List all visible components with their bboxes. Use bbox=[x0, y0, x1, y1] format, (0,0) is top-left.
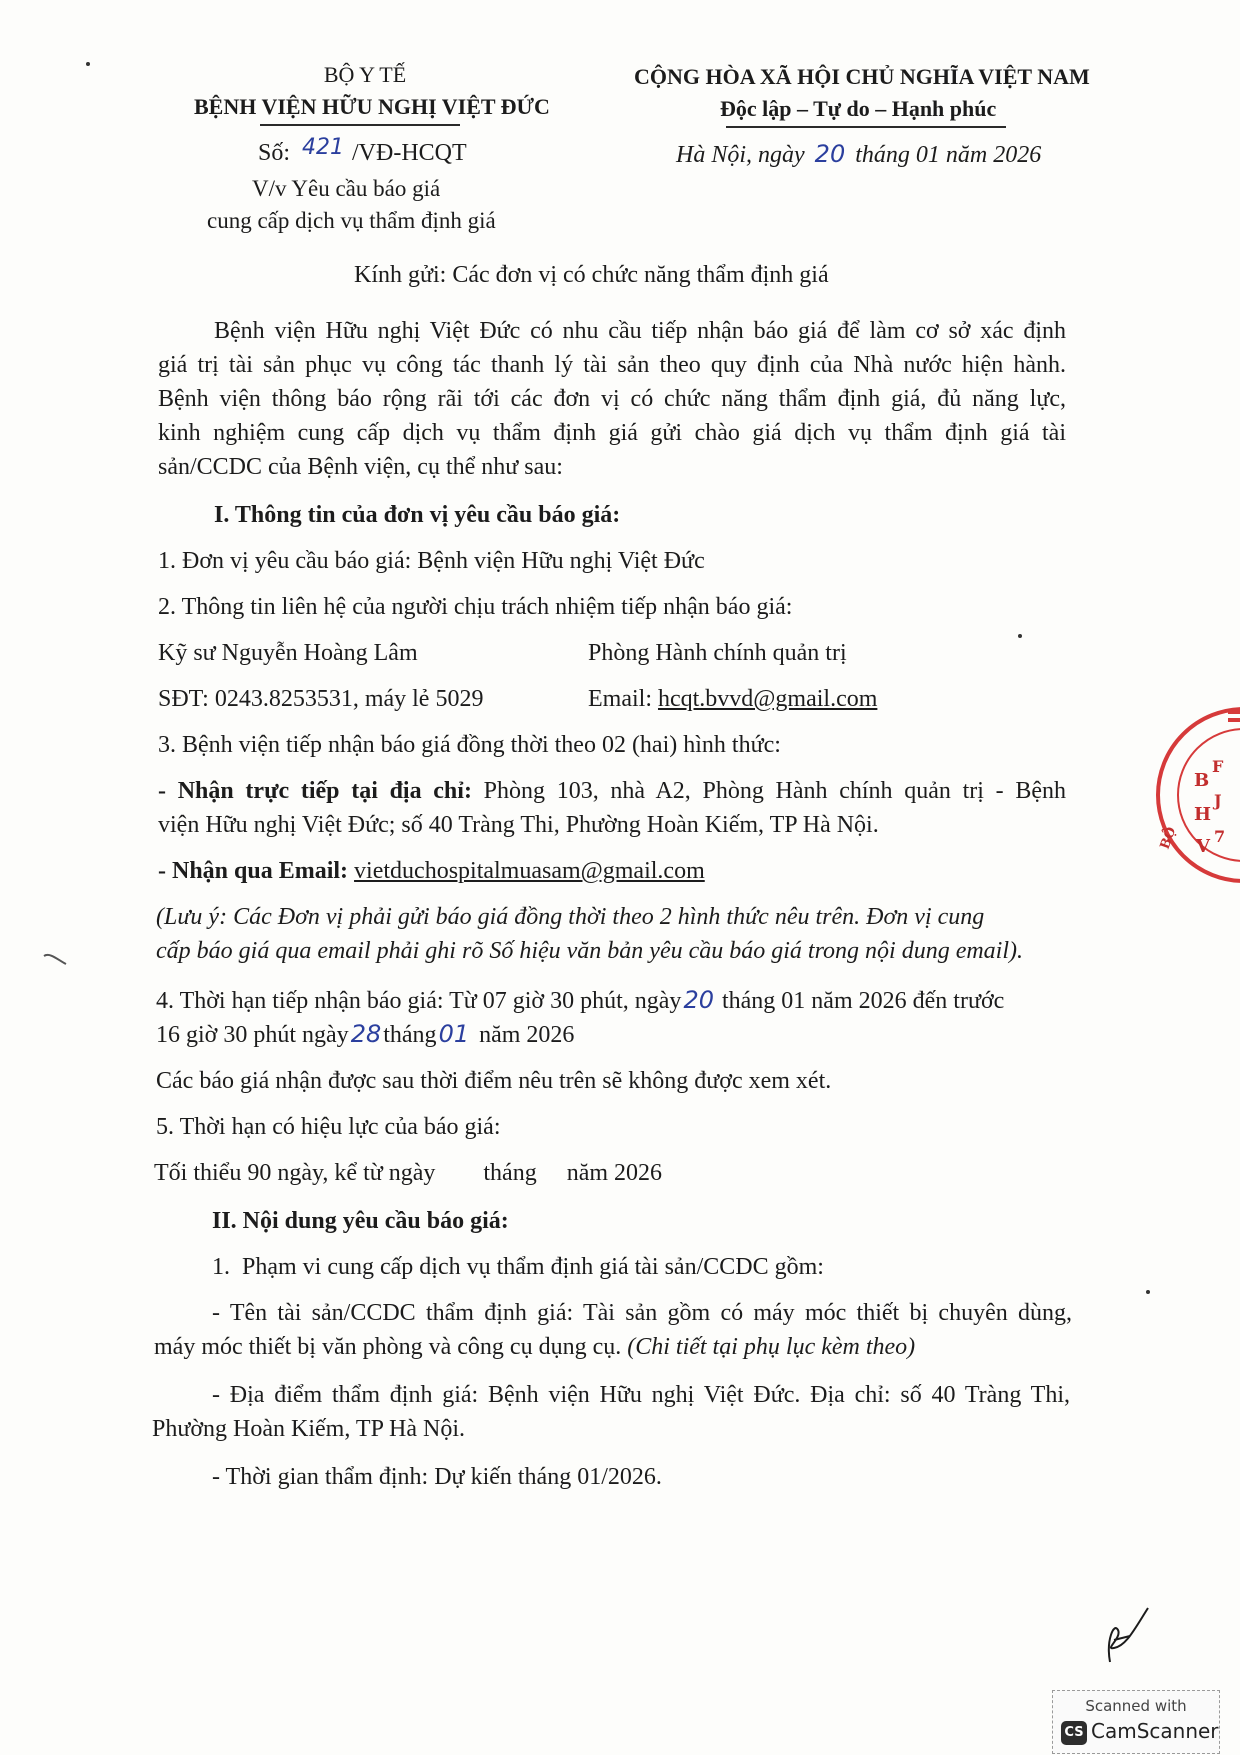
section-2-item-1: 1. Phạm vi cung cấp dịch vụ thẩm định giá tài sản/CCDC gồm: bbox=[212, 1254, 824, 1280]
stamp-char-7: 7 bbox=[1214, 827, 1226, 846]
section-1-item-3: 3. Bệnh viện tiếp nhận báo giá đồng thời theo 02 (hai) hình thức: bbox=[158, 732, 781, 758]
motto: Độc lập – Tự do – Hạnh phúc bbox=[720, 96, 997, 121]
camscanner-watermark bbox=[1052, 1690, 1220, 1754]
contact-department: Phòng Hành chính quản trị bbox=[588, 640, 847, 666]
inspection-time: - Thời gian thẩm định: Dự kiến tháng 01/2026. bbox=[212, 1464, 662, 1490]
date-day-handwritten: 20 bbox=[814, 140, 846, 168]
direct-delivery-text: Phòng 103, nhà A2, Phòng Hành chính quản trị - Bệnh bbox=[483, 778, 1067, 804]
motto-underline bbox=[726, 126, 1006, 128]
item-4-text-d: tháng bbox=[383, 1022, 437, 1048]
stamp-char-j: J bbox=[1214, 791, 1222, 810]
stamp-char-h: H bbox=[1194, 804, 1212, 825]
stamp-char-v: V bbox=[1196, 836, 1210, 857]
section-1-item-1: 1. Đơn vị yêu cầu báo giá: Bệnh viện Hữu nghị Việt Đức bbox=[158, 548, 705, 574]
section-1-item-4-line-1 bbox=[156, 986, 1004, 1015]
item-4-text-b: tháng 01 năm 2026 đến trước bbox=[721, 988, 1005, 1014]
place-date bbox=[676, 140, 1041, 169]
subject-line-2: cung cấp dịch vụ thẩm định giá bbox=[207, 208, 496, 233]
email-delivery-row bbox=[158, 858, 705, 885]
signature-stroke bbox=[1109, 1608, 1148, 1662]
assets-appendix-note: (Chi tiết tại phụ lục kèm theo) bbox=[627, 1334, 916, 1360]
date-suffix: tháng 01 năm 2026 bbox=[855, 142, 1042, 168]
camscanner-name: CamScanner bbox=[1091, 1719, 1219, 1743]
contact-email-link[interactable]: hcqt.bvvd@gmail.com bbox=[657, 686, 878, 712]
direct-delivery-line-1 bbox=[158, 778, 1066, 805]
direct-delivery-line-2: viện Hữu nghị Việt Đức; số 40 Tràng Thi, Phường Hoàn Kiếm, TP Hà Nội. bbox=[158, 812, 879, 838]
country-name: CỘNG HÒA XÃ HỘI CHỦ NGHĨA VIỆT NAM bbox=[634, 64, 1090, 89]
scan-mark-stroke bbox=[44, 955, 66, 964]
stamp-char-f: F bbox=[1212, 757, 1224, 776]
intro-line-1: Bệnh viện Hữu nghị Việt Đức có nhu cầu tiếp nhận báo giá để làm cơ sở xác định bbox=[214, 318, 1066, 344]
scan-speck-2 bbox=[1018, 634, 1022, 638]
contact-email-label: Email: bbox=[588, 686, 652, 712]
note-line-1: (Lưu ý: Các Đơn vị phải gửi báo giá đồng thời theo 2 hình thức nêu trên. Đơn vị cung bbox=[156, 904, 985, 930]
assets-line-1: - Tên tài sản/CCDC thẩm định giá: Tài sản gồm có máy móc thiết bị chuyên dùng, bbox=[212, 1300, 1072, 1326]
recipient-line: Kính gửi: Các đơn vị có chức năng thẩm định giá bbox=[354, 262, 829, 288]
validity-line: Tối thiểu 90 ngày, kể từ ngày tháng năm 2026 bbox=[154, 1160, 663, 1186]
signature-initials bbox=[1096, 1600, 1156, 1670]
email-delivery-link[interactable]: vietduchospitalmuasam@gmail.com bbox=[354, 858, 705, 884]
number-suffix: /VĐ-HCQT bbox=[352, 140, 467, 166]
number-prefix: Số: bbox=[258, 140, 291, 166]
intro-line-3: Bệnh viện thông báo rộng rãi tới các đơn vị có chức năng thẩm định giá, đủ năng lực, bbox=[158, 386, 1066, 412]
item-4-hand-month: 01 bbox=[438, 1020, 470, 1048]
note-line-2: cấp báo giá qua email phải ghi rõ Số hiệu văn bản yêu cầu báo giá trong nội dung email). bbox=[156, 938, 1024, 964]
camscanner-logo-icon: CS bbox=[1061, 1721, 1087, 1745]
section-1-item-5: 5. Thời hạn có hiệu lực của báo giá: bbox=[156, 1114, 501, 1140]
scan-mark bbox=[40, 950, 70, 970]
direct-delivery-label: - Nhận trực tiếp tại địa chỉ: bbox=[158, 778, 472, 804]
section-1-item-2: 2. Thông tin liên hệ của người chịu trách nhiệm tiếp nhận báo giá: bbox=[158, 594, 793, 620]
stamp-arc-text: BỘ bbox=[1157, 825, 1180, 852]
number-handwritten: 421 bbox=[302, 135, 345, 160]
assets-text: máy móc thiết bị văn phòng và công cụ dụng cụ. bbox=[154, 1334, 622, 1360]
scan-speck-3 bbox=[1146, 1290, 1150, 1294]
scan-speck-1 bbox=[86, 62, 90, 66]
intro-line-4: kinh nghiệm cung cấp dịch vụ thẩm định giá gửi chào giá dịch vụ thẩm định giá tài bbox=[158, 420, 1066, 446]
stamp-char-b: B bbox=[1194, 770, 1210, 791]
contact-phone: SĐT: 0243.8253531, máy lẻ 5029 bbox=[158, 686, 484, 712]
email-delivery-label: - Nhận qua Email: bbox=[158, 858, 349, 884]
item-4-text-a: 4. Thời hạn tiếp nhận báo giá: Từ 07 giờ 30 phút, ngày bbox=[156, 988, 682, 1014]
subject-line-1: V/v Yêu cầu báo giá bbox=[252, 176, 441, 201]
item-4-hand-day-1: 20 bbox=[683, 986, 714, 1014]
section-2-heading: II. Nội dung yêu cầu báo giá: bbox=[212, 1208, 509, 1234]
section-1-heading: I. Thông tin của đơn vị yêu cầu báo giá: bbox=[214, 502, 621, 528]
contact-email-row bbox=[588, 686, 877, 713]
location-line-2: Phường Hoàn Kiếm, TP Hà Nội. bbox=[152, 1416, 466, 1442]
stamp-tick-1 bbox=[1228, 710, 1240, 714]
assets-line-2 bbox=[154, 1334, 915, 1361]
hospital-underline bbox=[260, 124, 460, 126]
section-1-item-4-line-2 bbox=[156, 1020, 574, 1049]
doc-number bbox=[258, 135, 467, 167]
location-line-1: - Địa điểm thẩm định giá: Bệnh viện Hữu nghị Việt Đức. Địa chỉ: số 40 Tràng Thi, bbox=[212, 1382, 1070, 1408]
intro-line-5: sản/CCDC của Bệnh viện, cụ thể như sau: bbox=[158, 454, 563, 480]
hospital-name: BỆNH VIỆN HỮU NGHỊ VIỆT ĐỨC bbox=[194, 94, 550, 119]
ministry-name: BỘ Y TẾ bbox=[323, 62, 407, 87]
item-4-text-e: năm 2026 bbox=[479, 1022, 575, 1048]
contact-name: Kỹ sư Nguyễn Hoàng Lâm bbox=[158, 640, 418, 666]
item-4-hand-day-2: 28 bbox=[350, 1020, 382, 1048]
stamp-tick-2 bbox=[1228, 718, 1240, 722]
intro-line-2: giá trị tài sản phục vụ công tác thanh lý tài sản theo quy định của Nhà nước hiện hành. bbox=[158, 352, 1066, 378]
red-seal-stamp bbox=[1128, 700, 1240, 890]
late-submission-note: Các báo giá nhận được sau thời điểm nêu trên sẽ không được xem xét. bbox=[156, 1068, 832, 1094]
date-prefix: Hà Nội, ngày bbox=[676, 142, 805, 168]
item-4-text-c: 16 giờ 30 phút ngày bbox=[156, 1022, 349, 1048]
scanned-with-text: Scanned with bbox=[1085, 1697, 1187, 1715]
